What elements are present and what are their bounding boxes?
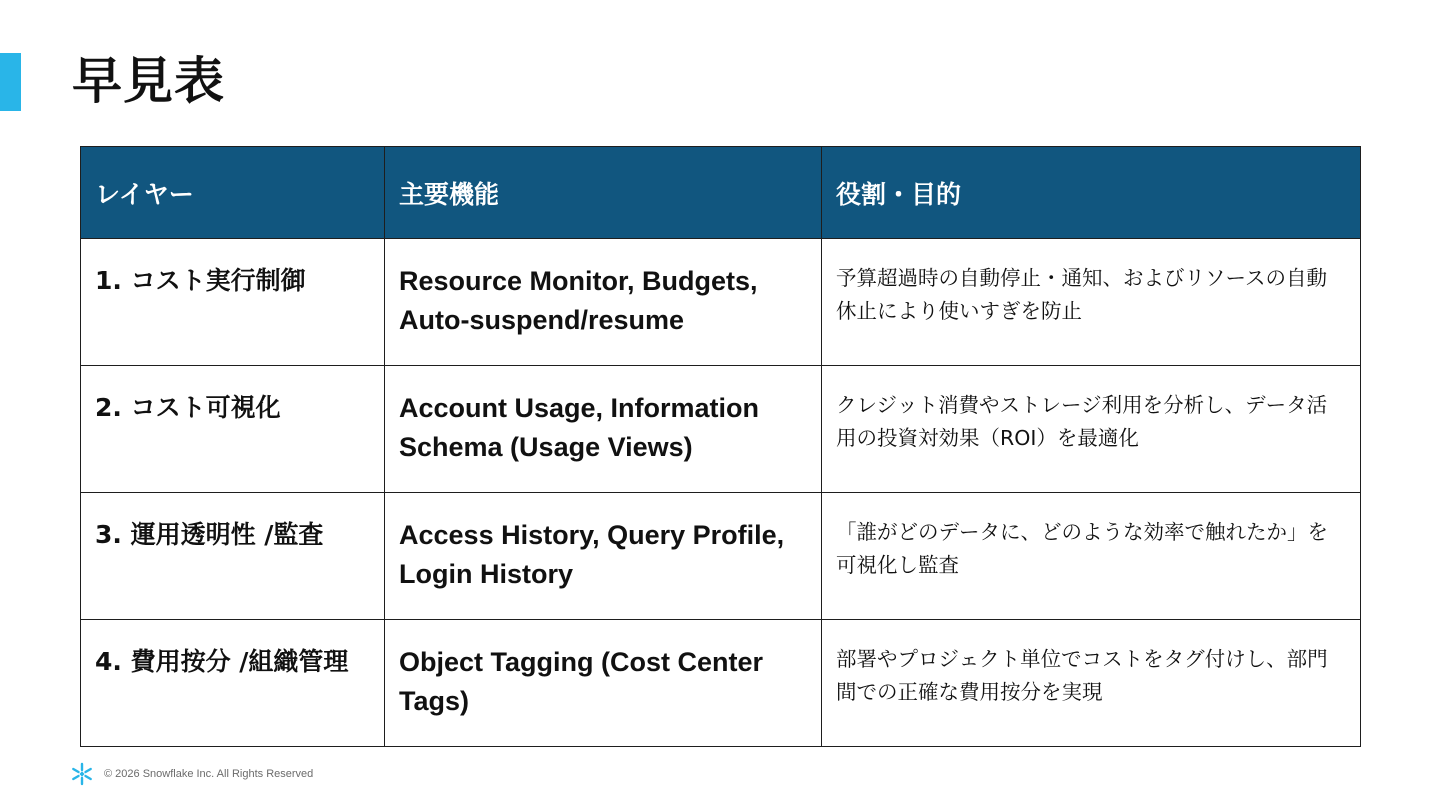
role-cell: 「誰がどのデータに、どのような効率で触れたか」を可視化し監査 [822, 493, 1361, 620]
copyright-text: © 2026 Snowflake Inc. All Rights Reserved [104, 768, 314, 780]
table-row [81, 239, 1361, 366]
title-accent-bar [0, 53, 21, 111]
role-cell: 予算超過時の自動停止・通知、およびリソースの自動休止により使いすぎを防止 [822, 239, 1361, 366]
layer-cell: 1. コスト実行制御 [81, 239, 385, 366]
table-header-row [81, 147, 1361, 239]
header-role: 役割・目的 [822, 147, 1361, 239]
header-features: 主要機能 [385, 147, 822, 239]
summary-table [80, 146, 1361, 747]
table-row [81, 366, 1361, 493]
features-cell: Account Usage, Information Schema (Usage Views) [385, 366, 822, 493]
footer [70, 762, 313, 786]
role-cell: 部署やプロジェクト単位でコストをタグ付けし、部門間での正確な費用按分を実現 [822, 620, 1361, 747]
page-title: 早見表 [72, 52, 225, 110]
snowflake-logo-icon [70, 762, 94, 786]
layer-cell: 2. コスト可視化 [81, 366, 385, 493]
features-cell: Object Tagging (Cost Center Tags) [385, 620, 822, 747]
role-cell: クレジット消費やストレージ利用を分析し、データ活用の投資対効果（ROI）を最適化 [822, 366, 1361, 493]
header-layer: レイヤー [81, 147, 385, 239]
table-row [81, 620, 1361, 747]
layer-cell: 3. 運用透明性 /監査 [81, 493, 385, 620]
layer-cell: 4. 費用按分 /組織管理 [81, 620, 385, 747]
table-row [81, 493, 1361, 620]
features-cell: Access History, Query Profile, Login History [385, 493, 822, 620]
features-cell: Resource Monitor, Budgets, Auto-suspend/resume [385, 239, 822, 366]
